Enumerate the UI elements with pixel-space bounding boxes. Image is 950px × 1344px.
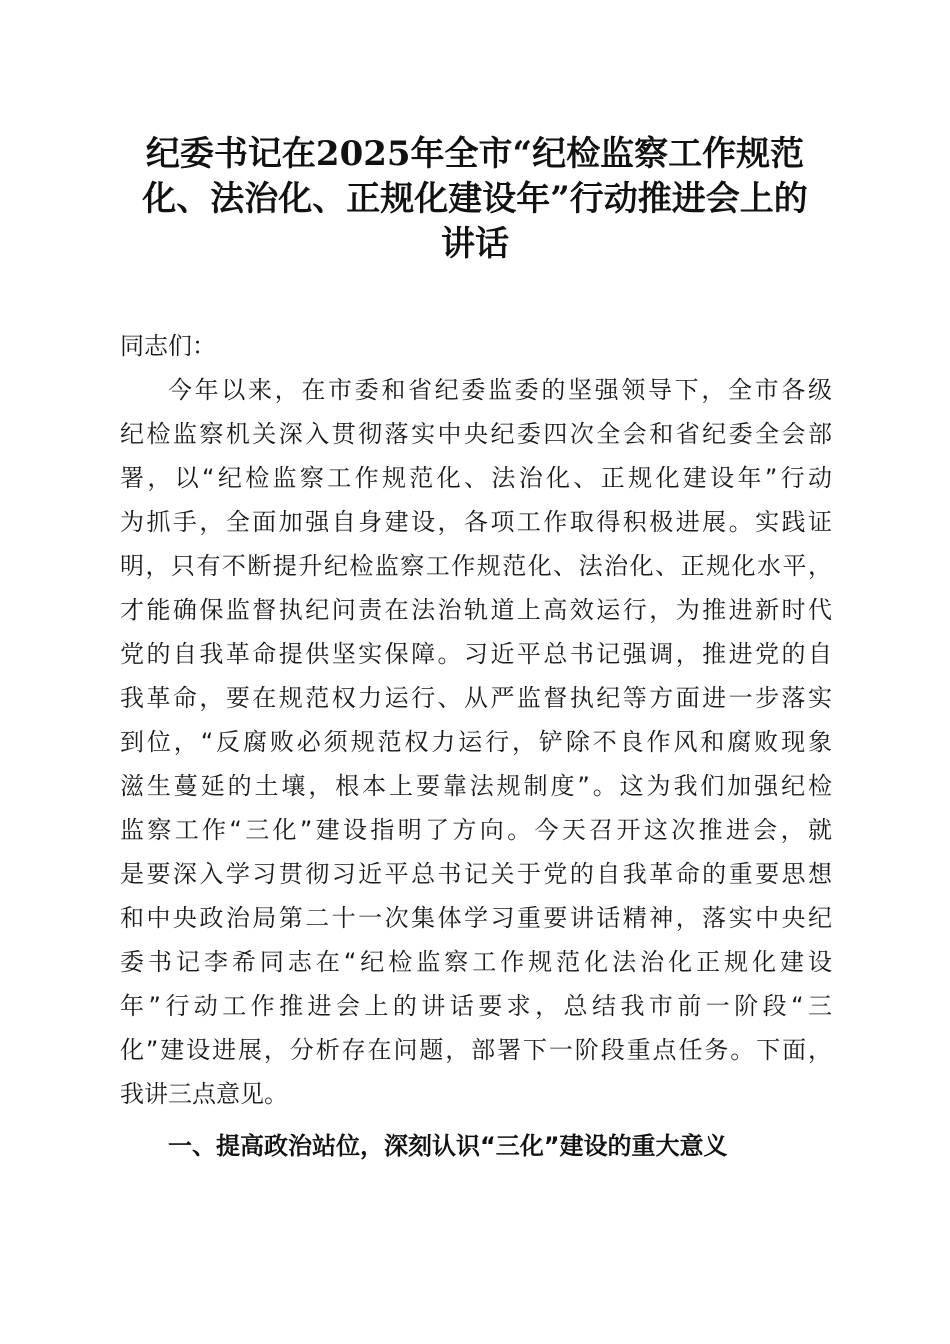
paragraph-line: 署，以“纪检监察工作规范化、法治化、正规化建设年”行动 [120, 464, 832, 492]
paragraph-line: 纪检监察机关深入贯彻落实中央纪委四次全会和省纪委全会部 [120, 420, 832, 448]
paragraph-line: 今年以来，在市委和省纪委监委的坚强领导下，全市各级 [168, 376, 832, 404]
paragraph-line: 年”行动工作推进会上的讲话要求，总结我市前一阶段“三 [120, 992, 832, 1020]
paragraph-line: 我革命，要在规范权力运行、从严监督执纪等方面进一步落实 [120, 684, 832, 712]
paragraph-line: 监察工作“三化”建设指明了方向。今天召开这次推进会，就 [120, 816, 832, 844]
title-line: 纪委书记在2025年全市“纪检监察工作规范 [145, 134, 805, 174]
paragraph-line: 党的自我革命提供坚实保障。习近平总书记强调，推进党的自 [120, 640, 832, 668]
paragraph-line: 化”建设进展，分析存在问题，部署下一阶段重点任务。下面， [120, 1036, 832, 1064]
title-line: 化、法治化、正规化建设年”行动推进会上的 [142, 179, 808, 219]
document-title [110, 132, 840, 267]
paragraph-line: 明，只有不断提升纪检监察工作规范化、法治化、正规化水平， [120, 552, 832, 580]
paragraph-line: 滋生蔓延的土壤，根本上要靠法规制度”。这为我们加强纪检 [120, 772, 832, 800]
document-body [120, 324, 832, 1116]
salutation: 同志们： [120, 332, 216, 360]
paragraph-line: 到位，“反腐败必须规范权力运行，铲除不良作风和腐败现象 [120, 728, 832, 756]
paragraph-line: 我讲三点意见。 [120, 1080, 288, 1108]
paragraph-line: 才能确保监督执纪问责在法治轨道上高效运行，为推进新时代 [120, 596, 832, 624]
opening-paragraph [120, 368, 832, 1116]
paragraph-line: 和中央政治局第二十一次集体学习重要讲话精神，落实中央纪 [120, 904, 832, 932]
section-heading: 一、提高政治站位，深刻认识“三化”建设的重大意义 [168, 1132, 728, 1160]
title-line: 讲话 [441, 224, 509, 264]
paragraph-line: 是要深入学习贯彻习近平总书记关于党的自我革命的重要思想 [120, 860, 832, 888]
paragraph-line: 为抓手，全面加强自身建设，各项工作取得积极进展。实践证 [120, 508, 832, 536]
paragraph-line: 委书记李希同志在“纪检监察工作规范化法治化正规化建设 [120, 948, 832, 976]
